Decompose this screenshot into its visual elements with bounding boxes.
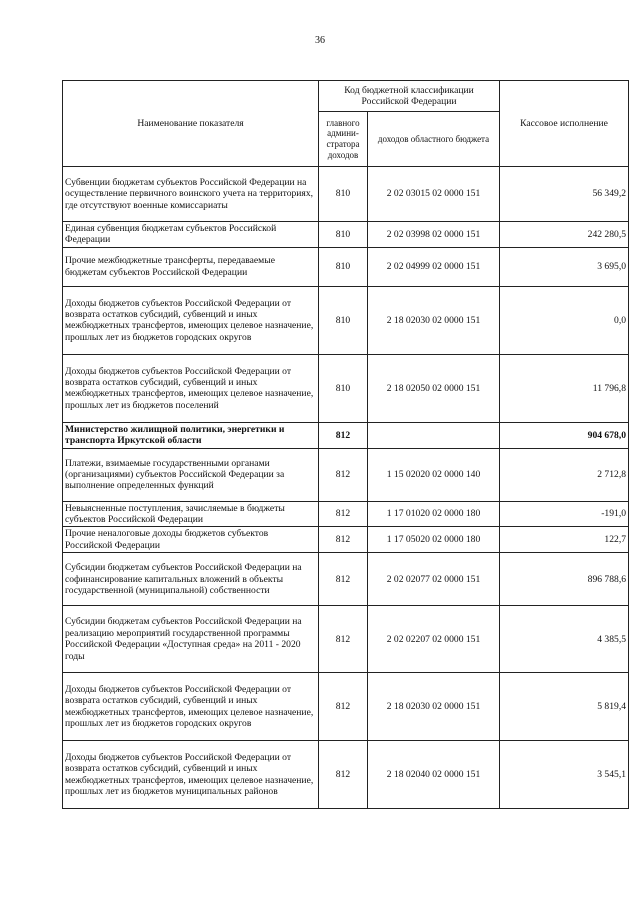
row-amount-cell: 122,7 (500, 527, 629, 553)
row-name-cell: Доходы бюджетов субъектов Российской Федерации от возврата остатков субсидий, субвенций и иных межбюджетных трансфертов, имеющих целевое назначение, прошлых лет из бюджетов муниципальных районов (63, 741, 319, 809)
table-row (63, 501, 629, 527)
row-admin-cell: 812 (319, 553, 368, 606)
row-code-cell: 2 18 02030 02 0000 151 (368, 673, 500, 741)
row-admin-cell: 812 (319, 422, 368, 448)
row-name-cell: Доходы бюджетов субъектов Российской Федерации от возврата остатков субсидий, субвенций и иных межбюджетных трансфертов, имеющих целевое назначение, прошлых лет из бюджетов поселений (63, 354, 319, 422)
row-name-cell: Министерство жилищной политики, энергетики и транспорта Иркутской области (63, 422, 319, 448)
row-admin-cell: 810 (319, 354, 368, 422)
row-amount-cell: 904 678,0 (500, 422, 629, 448)
row-code-cell: 2 18 02050 02 0000 151 (368, 354, 500, 422)
row-amount-cell: 56 349,2 (500, 167, 629, 222)
row-amount-cell: 11 796,8 (500, 354, 629, 422)
row-name-cell: Прочие межбюджетные трансферты, передаваемые бюджетам субъектов Российской Федерации (63, 247, 319, 286)
row-admin-cell: 812 (319, 673, 368, 741)
header-admin: главного админи-стратора доходов (319, 112, 368, 167)
row-admin-cell: 810 (319, 167, 368, 222)
row-admin-cell: 810 (319, 222, 368, 248)
table-body (63, 167, 629, 809)
table-row (63, 354, 629, 422)
table-header (63, 81, 629, 167)
row-code-cell: 2 02 03998 02 0000 151 (368, 222, 500, 248)
row-name-cell: Доходы бюджетов субъектов Российской Федерации от возврата остатков субсидий, субвенций и иных межбюджетных трансфертов, имеющих целевое назначение, прошлых лет из бюджетов городских округов (63, 673, 319, 741)
row-code-cell: 2 02 04999 02 0000 151 (368, 247, 500, 286)
row-amount-cell: 3 545,1 (500, 741, 629, 809)
row-amount-cell: 242 280,5 (500, 222, 629, 248)
table-row (63, 673, 629, 741)
row-admin-cell: 812 (319, 527, 368, 553)
row-code-cell: 2 02 03015 02 0000 151 (368, 167, 500, 222)
row-name-cell: Невыясненные поступления, зачисляемые в бюджеты субъектов Российской Федерации (63, 501, 319, 527)
row-code-cell: 1 17 05020 02 0000 180 (368, 527, 500, 553)
row-code-cell: 2 02 02207 02 0000 151 (368, 606, 500, 673)
row-admin-cell: 812 (319, 741, 368, 809)
row-amount-cell: 4 385,5 (500, 606, 629, 673)
row-name-cell: Прочие неналоговые доходы бюджетов субъектов Российской Федерации (63, 527, 319, 553)
header-income-code: доходов областного бюджета (368, 112, 500, 167)
row-name-cell: Единая субвенция бюджетам субъектов Российской Федерации (63, 222, 319, 248)
table-row-department (63, 422, 629, 448)
row-code-cell: 2 18 02040 02 0000 151 (368, 741, 500, 809)
row-code-cell: 1 17 01020 02 0000 180 (368, 501, 500, 527)
table-row (63, 741, 629, 809)
table-row (63, 247, 629, 286)
row-code-cell: 2 02 02077 02 0000 151 (368, 553, 500, 606)
row-amount-cell: 0,0 (500, 286, 629, 354)
row-name-cell: Доходы бюджетов субъектов Российской Федерации от возврата остатков субсидий, субвенций и иных межбюджетных трансфертов, имеющих целевое назначение, прошлых лет из бюджетов городских округов (63, 286, 319, 354)
row-code-cell: 2 18 02030 02 0000 151 (368, 286, 500, 354)
row-admin-cell: 812 (319, 501, 368, 527)
row-name-cell: Платежи, взимаемые государственными органами (организациями) субъектов Российской Федерации за выполнение определенных функций (63, 448, 319, 501)
row-amount-cell: 2 712,8 (500, 448, 629, 501)
row-admin-cell: 810 (319, 247, 368, 286)
table-row (63, 286, 629, 354)
row-admin-cell: 810 (319, 286, 368, 354)
header-kbk-group: Код бюджетной классификации Российской Федерации (319, 81, 500, 112)
row-amount-cell: 896 788,6 (500, 553, 629, 606)
header-cash-execution: Кассовое исполнение (500, 81, 629, 167)
budget-table (62, 80, 629, 809)
row-name-cell: Субвенции бюджетам субъектов Российской Федерации на осуществление первичного воинского учета на территориях, где отсутствуют военные комиссариаты (63, 167, 319, 222)
table-row (63, 527, 629, 553)
table-row (63, 167, 629, 222)
row-amount-cell: 3 695,0 (500, 247, 629, 286)
row-code-cell: 1 15 02020 02 0000 140 (368, 448, 500, 501)
row-amount-cell: -191,0 (500, 501, 629, 527)
row-name-cell: Субсидии бюджетам субъектов Российской Федерации на реализацию мероприятий государственной программы Российской Федерации «Доступная среда» на 2011 - 2020 годы (63, 606, 319, 673)
row-admin-cell: 812 (319, 606, 368, 673)
table-row (63, 553, 629, 606)
row-amount-cell: 5 819,4 (500, 673, 629, 741)
page-number: 36 (315, 35, 325, 46)
row-admin-cell: 812 (319, 448, 368, 501)
table-row (63, 448, 629, 501)
header-name: Наименование показателя (63, 81, 319, 167)
row-code-cell (368, 422, 500, 448)
row-name-cell: Субсидии бюджетам субъектов Российской Федерации на софинансирование капитальных вложений в объекты государственной (муниципальной) собственности (63, 553, 319, 606)
table-row (63, 222, 629, 248)
table-row (63, 606, 629, 673)
